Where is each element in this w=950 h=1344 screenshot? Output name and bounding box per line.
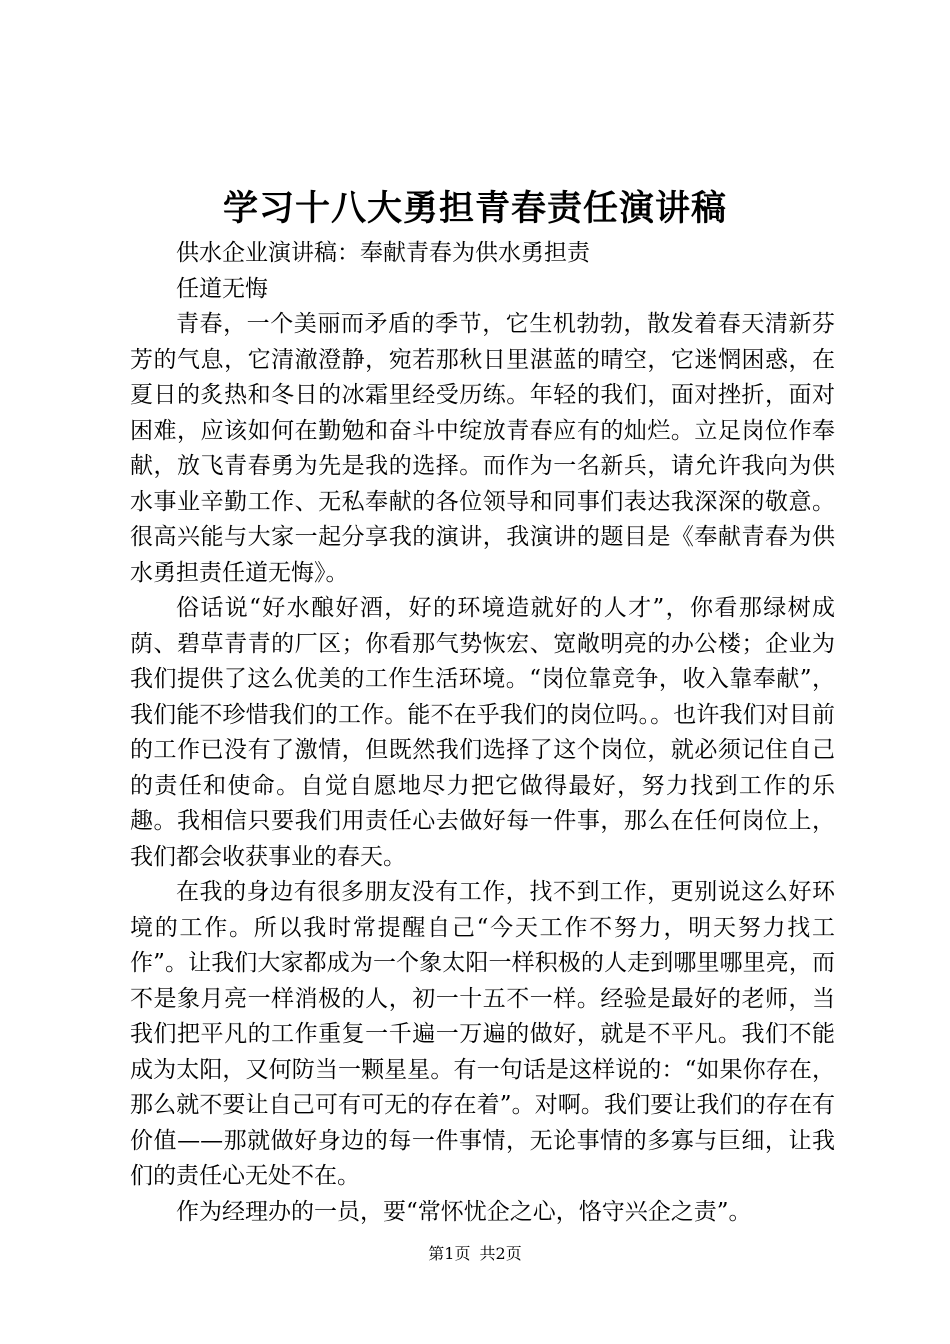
- paragraph-4: 作为经理办的一员，要“常怀忧企之心，恪守兴企之责”。: [176, 1198, 752, 1225]
- paragraph-2: 俗话说“好水酿好酒，好的环境造就好的人才”，你看那绿树成荫、碧草青青的厂区；你看那气势恢宏、宽敞明亮的办公楼；企业为我们提供了这么优美的工作生活环境。“岗位靠竞争，收入靠奉献”，我们能不珍惜我们的工作。能不在乎我们的岗位吗。。也许我们对目前的工作已没有了激情，但既然我们选择了这个岗位，就必须记住自己的责任和使命。自觉自愿地尽力把它做得最好，努力找到工作的乐趣。我相信只要我们用责任心去做好每一件事，那么在任何岗位上，我们都会收获事业的春天。: [130, 595, 835, 870]
- page-total: 共2页: [479, 1244, 522, 1263]
- paragraph-3: 在我的身边有很多朋友没有工作，找不到工作，更别说这么好环境的工作。所以我时常提醒自己“今天工作不努力，明天努力找工作”。让我们大家都成为一个象太阳一样积极的人走到哪里哪里亮，而不是象月亮一样消极的人，初一十五不一样。经验是最好的老师，当我们把平凡的工作重复一千遍一万遍的做好，就是不平凡。我们不能成为太阳，又何防当一颗星星。有一句话是这样说的：“如果你存在，那么就不要让自己可有可无的存在着”。对啊。我们要让我们的存在有价值——那就做好身边的每一件事情，无论事情的多寡与巨细，让我们的责任心无处不在。: [130, 879, 835, 1189]
- page-number: 第1页: [428, 1244, 471, 1263]
- paragraph-1: 青春，一个美丽而矛盾的季节，它生机勃勃，散发着春天清新芬芳的气息，它清澈澄静，宛若那秋日里湛蓝的晴空，它迷惘困惑，在夏日的炙热和冬日的冰霜里经受历练。年轻的我们，面对挫折，面对困难，应该如何在勤勉和奋斗中绽放青春应有的灿烂。立足岗位作奉献，放飞青春勇为先是我的选择。而作为一名新兵，请允许我向为供水事业辛勤工作、无私奉献的各位领导和同事们表达我深深的敬意。很高兴能与大家一起分享我的演讲，我演讲的题目是《奉献青春为供水勇担责任道无悔》。: [130, 311, 835, 586]
- subtitle-line-2: 任道无悔: [176, 275, 268, 302]
- subtitle-line-1: 供水企业演讲稿：奉献青春为供水勇担责: [176, 240, 590, 266]
- document-body: [130, 236, 835, 1230]
- page-footer: [0, 1243, 950, 1265]
- document-title: 学习十八大勇担青春责任演讲稿: [222, 188, 727, 229]
